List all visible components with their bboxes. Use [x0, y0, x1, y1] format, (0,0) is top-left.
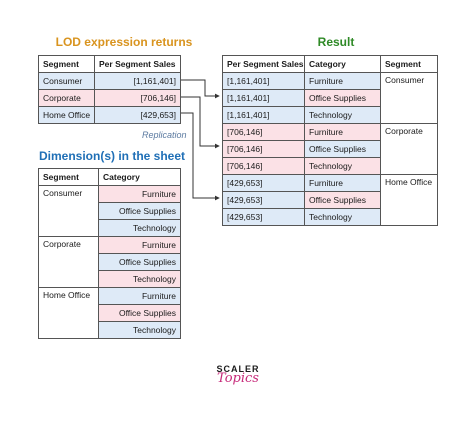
result-sales-cell: [429,653]: [223, 175, 305, 192]
result-category-cell: Office Supplies: [305, 192, 381, 209]
result-title: Result: [317, 35, 355, 49]
dim-segment-cell: Home Office: [39, 288, 99, 339]
dim-category-cell: Furniture: [99, 186, 181, 203]
dim-category-cell: Technology: [99, 322, 181, 339]
dim-category-cell: Technology: [99, 271, 181, 288]
dim-category-cell: Furniture: [99, 288, 181, 305]
result-sales-cell: [429,653]: [223, 209, 305, 226]
result-row: [223, 73, 438, 90]
logo-line1: SCALER: [216, 364, 260, 374]
result-sales-cell: [706,146]: [223, 141, 305, 158]
result-category-cell: Office Supplies: [305, 90, 381, 107]
lod-segment-cell: Home Office: [39, 107, 95, 124]
lod-header-segment: Segment: [39, 56, 95, 73]
result-category-cell: Furniture: [305, 175, 381, 192]
result-sales-cell: [1,161,401]: [223, 73, 305, 90]
dim-row: [39, 237, 181, 254]
result-table: [222, 55, 438, 226]
result-sales-cell: [1,161,401]: [223, 107, 305, 124]
dim-segment-cell: Corporate: [39, 237, 99, 288]
result-category-cell: Technology: [305, 107, 381, 124]
result-segment-cell: Corporate: [381, 124, 438, 175]
lod-row: [39, 73, 181, 90]
lod-table: [38, 55, 181, 124]
result-category-cell: Furniture: [305, 73, 381, 90]
dim-header-row: [39, 169, 181, 186]
lod-row: [39, 90, 181, 107]
dim-header-segment: Segment: [39, 169, 99, 186]
result-segment-cell: Consumer: [381, 73, 438, 124]
dim-category-cell: Technology: [99, 220, 181, 237]
lod-sales-cell: [1,161,401]: [95, 73, 181, 90]
lod-segment-cell: Consumer: [39, 73, 95, 90]
result-sales-cell: [429,653]: [223, 192, 305, 209]
result-header-category: Category: [305, 56, 381, 73]
dim-category-cell: Office Supplies: [99, 203, 181, 220]
lod-header-row: [39, 56, 181, 73]
lod-sales-cell: [706,146]: [95, 90, 181, 107]
dimension-title: Dimension(s) in the sheet: [38, 149, 186, 163]
dim-category-cell: Office Supplies: [99, 254, 181, 271]
result-category-cell: Technology: [305, 158, 381, 175]
scaler-topics-logo: [212, 364, 264, 386]
lod-header-sales: Per Segment Sales: [95, 56, 181, 73]
lod-row: [39, 107, 181, 124]
dim-category-cell: Furniture: [99, 237, 181, 254]
lod-segment-cell: Corporate: [39, 90, 95, 107]
result-row: [223, 175, 438, 192]
logo-line2: Topics: [217, 371, 259, 386]
result-sales-cell: [706,146]: [223, 158, 305, 175]
lod-sales-cell: [429,653]: [95, 107, 181, 124]
dimension-table: [38, 168, 181, 339]
dim-row: [39, 288, 181, 305]
dim-header-category: Category: [99, 169, 181, 186]
result-category-cell: Office Supplies: [305, 141, 381, 158]
lod-title: LOD expression returns: [55, 35, 193, 49]
result-segment-cell: Home Office: [381, 175, 438, 226]
result-sales-cell: [706,146]: [223, 124, 305, 141]
dim-segment-cell: Consumer: [39, 186, 99, 237]
result-category-cell: Furniture: [305, 124, 381, 141]
dim-category-cell: Office Supplies: [99, 305, 181, 322]
dim-row: [39, 186, 181, 203]
replication-label: Replication: [142, 130, 187, 140]
result-sales-cell: [1,161,401]: [223, 90, 305, 107]
result-header-segment: Segment: [381, 56, 438, 73]
result-row: [223, 124, 438, 141]
connector-corporate: [180, 97, 219, 146]
result-header-sales: Per Segment Sales: [223, 56, 305, 73]
result-header-row: [223, 56, 438, 73]
result-category-cell: Technology: [305, 209, 381, 226]
connector-consumer: [180, 80, 219, 96]
